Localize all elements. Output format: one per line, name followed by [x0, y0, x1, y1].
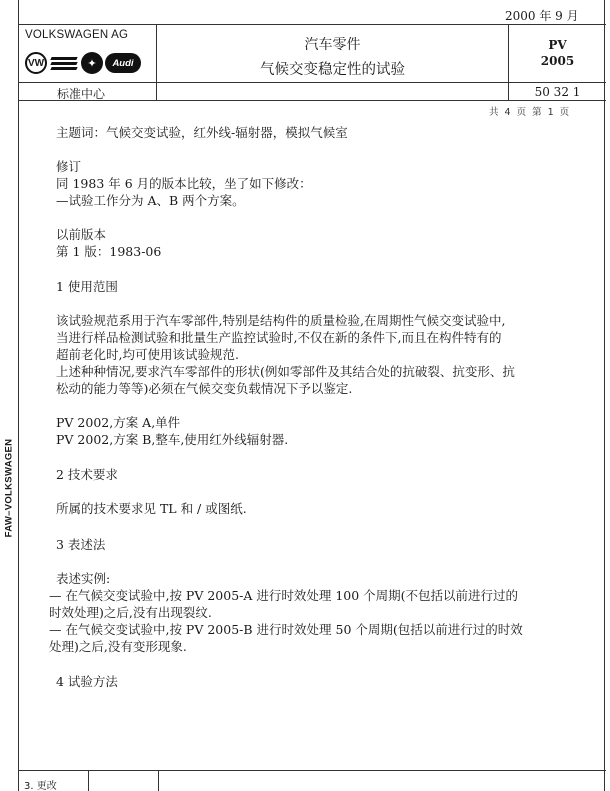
example-line: 时效处理)之后,没有出现裂纹. [49, 605, 212, 620]
title-line-1: 汽车零件 [304, 37, 361, 53]
standard-code-number: 2005 [540, 54, 575, 68]
example-line: — 在气候交变试验中,按 PV 2005-B 进行时效处理 50 个周期(包括以前进行过的时效 [49, 622, 523, 637]
keywords: 主题词：气候交变试验，红外线-辐射器，模拟气候室 [56, 125, 348, 140]
side-vertical-label: FAW–VOLKSWAGEN [3, 438, 15, 538]
brand-name: VOLKSWAGEN AG [25, 29, 129, 41]
brand-logos [25, 51, 141, 75]
seat-logo-icon [49, 53, 79, 73]
standard-code-block [508, 25, 606, 83]
paragraph-line: 上述种种情况,要求汽车零部件的形状(例如零部件及其结合处的抗破裂、抗变形、抗 [56, 364, 515, 379]
issue-date: 2000 年 9 月 [19, 0, 606, 25]
section-1-title: 1 使用范围 [56, 279, 118, 294]
vw-logo-icon: VW [25, 52, 47, 74]
skoda-logo-icon: ✦ [81, 52, 103, 74]
paragraph-line: 表述实例: [56, 571, 111, 586]
audi-logo-icon: Audi [105, 53, 141, 73]
classification-code: 50 32 1 [508, 83, 606, 101]
revision-line: 同 1983 年 6 月的版本比较，坐了如下修改： [56, 176, 312, 191]
paragraph-line: 该试验规范系用于汽车零部件,特别是结构件的质量检验,在周期性气候交变试验中, [56, 313, 506, 328]
example-line: — 在气候交变试验中,按 PV 2005-A 进行时效处理 100 个周期(不包括以前进行过的 [49, 588, 519, 603]
paragraph-line: 松动的能力等等)必须在气候交变负载情况下予以鉴定. [56, 381, 353, 396]
standard-code-pv: PV [548, 38, 567, 52]
document-title-block [157, 25, 508, 83]
revision-heading: 修订 [56, 159, 82, 174]
paragraph-line: 超前老化时,均可使用该试验规范. [56, 347, 239, 362]
brand-block [19, 25, 157, 83]
pv-reference: PV 2002,方案 B,整车,使用红外线辐射器. [56, 432, 289, 447]
revision-line: —试验工作分为 A、B 两个方案。 [56, 193, 245, 208]
meta-row [19, 83, 606, 101]
previous-edition: 第 1 版：1983-06 [56, 244, 162, 259]
pv-reference: PV 2002,方案 A,单件 [56, 415, 181, 430]
page-count: 共 4 页 第 1 页 [489, 107, 571, 118]
document-header [19, 25, 606, 83]
department: 标准中心 [19, 83, 157, 101]
change-cell [89, 771, 159, 791]
title-line-2: 气候交变稳定性的试验 [260, 62, 405, 78]
footer-change-table [19, 770, 606, 791]
paragraph-line: 所属的技术要求见 TL 和 / 或图纸. [56, 501, 247, 516]
section-2-title: 2 技术要求 [56, 467, 118, 482]
paragraph-line: 当进行样品检测试验和批量生产监控试验时,不仅在新的条件下,而且在构件特有的 [56, 330, 502, 345]
section-4-title: 4 试验方法 [56, 674, 118, 689]
section-3-title: 3 表述法 [56, 537, 106, 552]
page-frame [18, 0, 605, 791]
change-label: 3. 更改 [19, 771, 89, 791]
previous-edition-heading: 以前版本 [56, 227, 107, 242]
example-line: 处理)之后,没有变形现象. [49, 639, 187, 654]
